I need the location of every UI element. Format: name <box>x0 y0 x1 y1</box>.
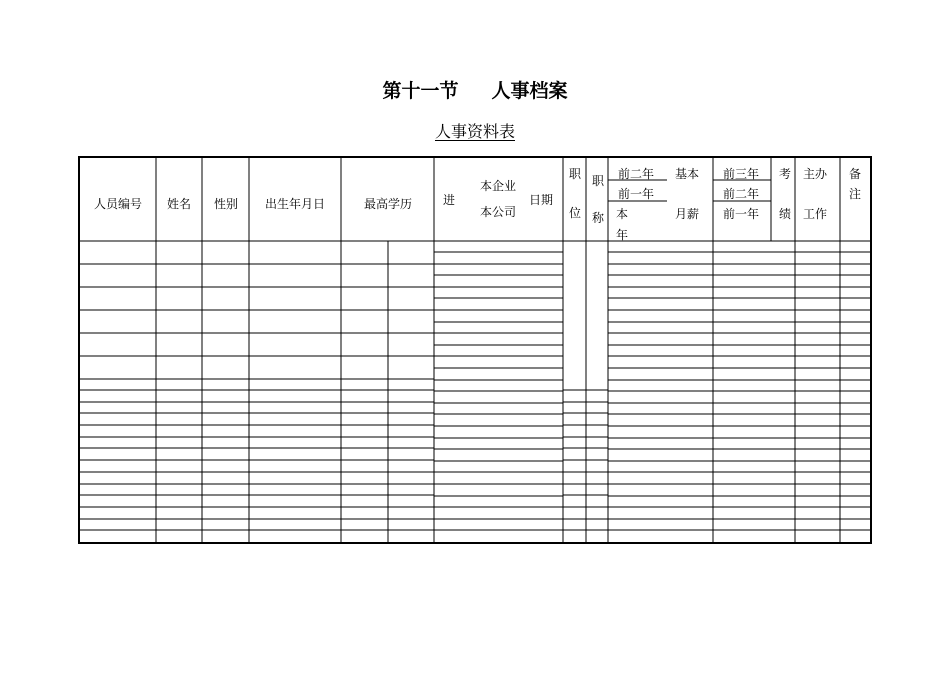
table-title-text: 人事资料表 <box>434 122 515 141</box>
header-perf-label-1: 考 <box>778 167 792 181</box>
header-entry-company-1: 本企业 <box>479 179 517 193</box>
header-remark-2: 注 <box>848 187 862 201</box>
header-education: 最高学历 <box>363 197 413 211</box>
table-header <box>94 166 861 242</box>
header-post-2: 位 <box>568 206 582 220</box>
header-post-1: 职 <box>568 167 582 181</box>
header-title-1: 职 <box>591 174 605 188</box>
header-staff-no: 人员编号 <box>93 197 143 211</box>
page-title: 第十一节 人事档案 <box>382 80 568 102</box>
header-remark-1: 备 <box>848 167 862 181</box>
header-salary-prev2: 前二年 <box>617 167 655 181</box>
header-title-2: 称 <box>591 211 605 225</box>
header-perf-label-2: 绩 <box>778 207 792 221</box>
header-perf-prev1: 前一年 <box>722 207 760 221</box>
header-entry-date: 日期 <box>529 193 554 207</box>
header-perf-prev3: 前三年 <box>722 167 760 181</box>
header-entry-company-2: 本公司 <box>479 205 517 219</box>
header-perf-prev2: 前二年 <box>722 187 760 201</box>
header-duty-2: 工作 <box>802 207 828 221</box>
header-salary-this-1: 本 <box>616 207 629 221</box>
header-name: 姓名 <box>166 197 192 211</box>
header-base-1: 基本 <box>674 167 700 181</box>
header-birth: 出生年月日 <box>264 197 326 211</box>
header-salary-this-2: 年 <box>616 228 629 242</box>
header-gender: 性别 <box>213 197 239 211</box>
header-base-2: 月薪 <box>674 207 700 221</box>
header-entry-jin: 进 <box>443 193 456 207</box>
header-salary-prev1: 前一年 <box>617 187 655 201</box>
header-duty-1: 主办 <box>802 167 828 181</box>
